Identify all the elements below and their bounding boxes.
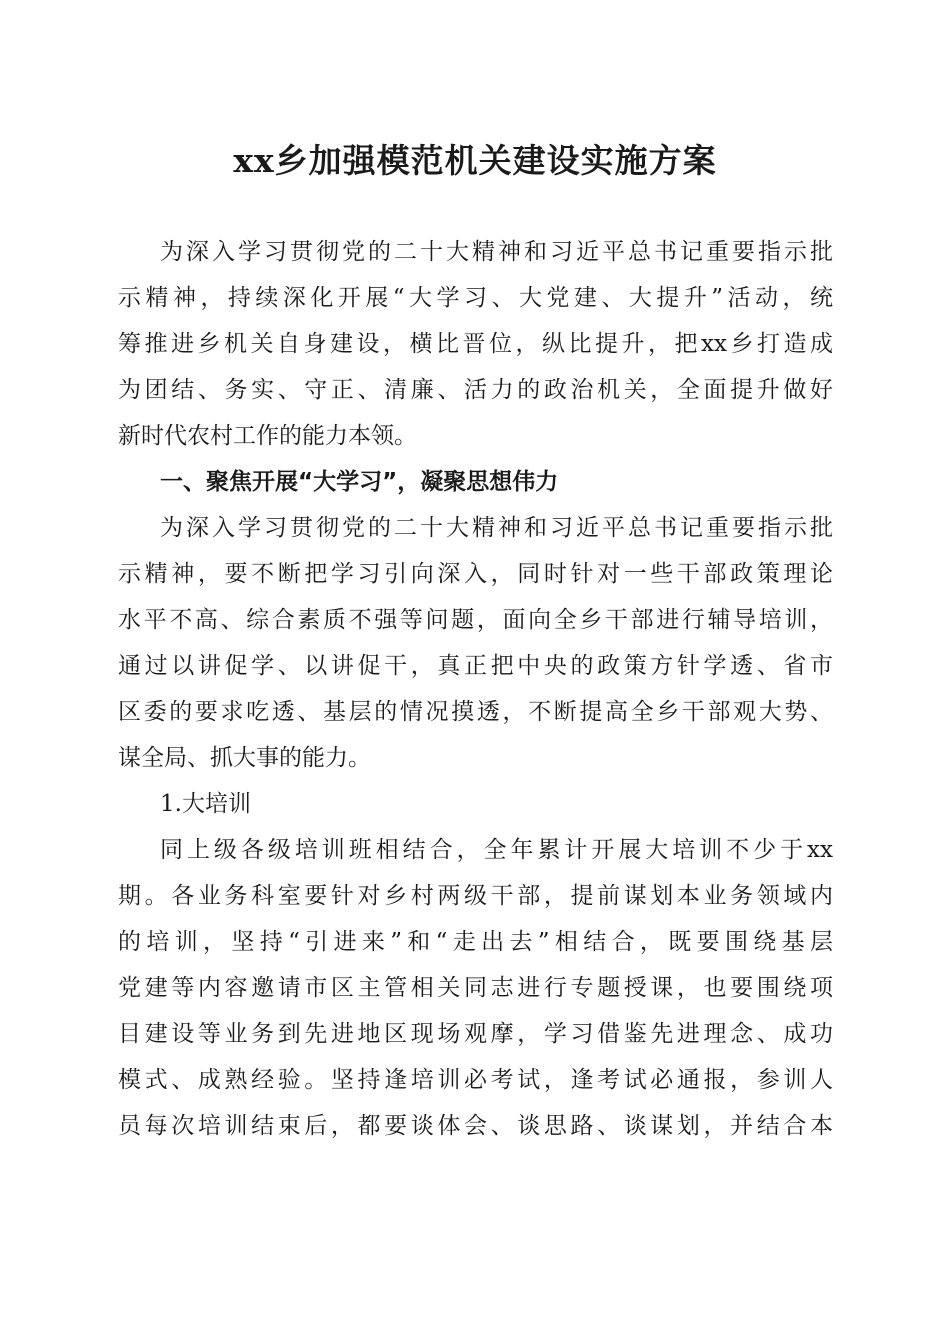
- paragraph-line: 示精神，持续深化开展“大学习、大党建、大提升”活动，统: [118, 285, 833, 311]
- paragraph-line: 新时代农村工作的能力本领。: [118, 423, 417, 449]
- paragraph-line: 谋全局、抓大事的能力。: [118, 745, 371, 771]
- paragraph-line: 党建等内容邀请市区主管相关同志进行专题授课，也要围绕项: [118, 975, 833, 1001]
- paragraph-line: 为团结、务实、守正、清廉、活力的政治机关，全面提升做好: [118, 377, 833, 403]
- paragraph-line: 区委的要求吃透、基层的情况摸透，不断提高全乡干部观大势、: [118, 699, 833, 725]
- paragraph-line: 为深入学习贯彻党的二十大精神和习近平总书记重要指示批: [160, 239, 833, 265]
- paragraph-line: 示精神，要不断把学习引向深入，同时针对一些干部政策理论: [118, 561, 833, 587]
- paragraph-line: 期。各业务科室要针对乡村两级干部，提前谋划本业务领域内: [118, 883, 833, 909]
- paragraph-line: 的培训，坚持“引进来”和“走出去”相结合，既要围绕基层: [118, 929, 833, 955]
- paragraph-line: 通过以讲促学、以讲促干，真正把中央的政策方针学透、省市: [118, 653, 833, 679]
- document-title: xx乡加强模范机关建设实施方案: [233, 141, 717, 180]
- document-body: [118, 229, 833, 1149]
- subsection-heading: 1.大培训: [160, 791, 251, 817]
- paragraph-line: 为深入学习贯彻党的二十大精神和习近平总书记重要指示批: [160, 515, 833, 541]
- paragraph-line: 同上级各级培训班相结合，全年累计开展大培训不少于xx: [160, 837, 833, 863]
- paragraph-line: 筹推进乡机关自身建设，横比晋位，纵比提升，把xx乡打造成: [118, 331, 833, 357]
- section-heading: 一、聚焦开展“大学习”，凝聚思想伟力: [160, 469, 559, 495]
- paragraph-line: 水平不高、综合素质不强等问题，面向全乡干部进行辅导培训，: [118, 607, 833, 633]
- paragraph-line: 员每次培训结束后，都要谈体会、谈思路、谈谋划，并结合本: [118, 1113, 833, 1139]
- paragraph-line: 目建设等业务到先进地区现场观摩，学习借鉴先进理念、成功: [118, 1021, 833, 1047]
- paragraph-line: 模式、成熟经验。坚持逢培训必考试，逢考试必通报，参训人: [118, 1067, 833, 1093]
